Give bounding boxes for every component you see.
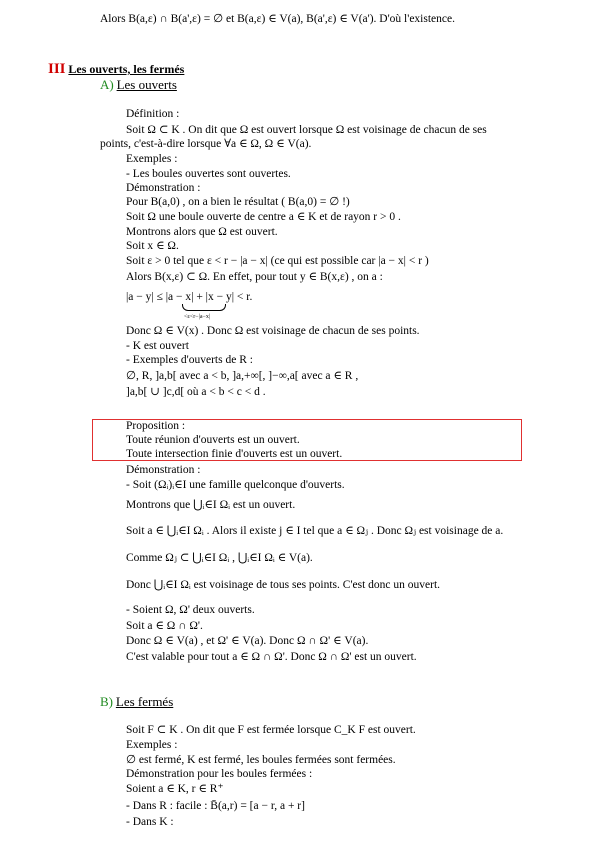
text-line: Soit a ∈ Ω ∩ Ω'. (126, 620, 203, 632)
examples-label: Exemples : (126, 739, 178, 751)
text-line: - Soient Ω, Ω' deux ouverts. (126, 604, 255, 616)
inequality-line: |a − y| ≤ |a − x| + |x − y| < r. (126, 291, 253, 303)
examples-label: Exemples : (126, 153, 178, 165)
text-line: ∅ est fermé, K est fermé, les boules fermées sont fermées. (126, 754, 396, 766)
demonstration-label: Démonstration : (126, 464, 201, 476)
text-line: Soit Ω ⊂ K . On dit que Ω est ouvert lorsque Ω est voisinage de chacun de ses (126, 124, 487, 136)
text-line: Montrons que ⋃ᵢ∈I Ωᵢ est un ouvert. (126, 499, 296, 511)
proposition-statement: Toute réunion d'ouverts est un ouvert. (126, 434, 300, 446)
text-line: Donc ⋃ᵢ∈I Ωᵢ est voisinage de tous ses points. C'est donc un ouvert. (126, 579, 441, 591)
text-line: - Les boules ouvertes sont ouvertes. (126, 168, 291, 180)
section-title: Les ouverts, les fermés (68, 62, 185, 76)
text-line: ∅, R, ]a,b[ avec a < b, ]a,+∞[, ]−∞,a[ avec a ∈ R , (126, 370, 359, 382)
text-line: ]a,b[ ∪ ]c,d[ où a < b < c < d . (126, 386, 266, 398)
text-line: Soit ε > 0 tel que ε < r − |a − x| (ce qui est possible car |a − x| < r ) (126, 255, 429, 267)
subsection-title: Les ouverts (116, 77, 177, 92)
text-line: Soit Ω une boule ouverte de centre a ∈ K et de rayon r > 0 . (126, 211, 401, 223)
text-line: - Dans R : facile : B̄(a,r) = [a − r, a + r] (126, 800, 305, 812)
text-line: - K est ouvert (126, 340, 189, 352)
text-line: Alors B(x,ε) ⊂ Ω. En effet, pour tout y ∈ B(x,ε) , on a : (126, 271, 383, 283)
subsection-title: Les fermés (115, 694, 174, 709)
text-line: Soit F ⊂ K . On dit que F est fermée lorsque C_K F est ouvert. (126, 724, 416, 736)
subsection-letter: B) (100, 694, 113, 709)
text-line: Soit a ∈ ⋃ᵢ∈I Ωᵢ . Alors il existe j ∈ I tel que a ∈ Ωⱼ . Donc Ωⱼ est voisinage de a. (126, 525, 504, 537)
subsection-letter: A) (100, 77, 114, 92)
text-line: Montrons alors que Ω est ouvert. (126, 226, 278, 238)
proposition-label: Proposition : (126, 420, 186, 432)
demonstration-label: Démonstration : (126, 182, 201, 194)
text-line: Alors B(a,ε) ∩ B(a',ε) = ∅ et B(a,ε) ∈ V(a), B(a',ε) ∈ V(a'). D'où l'existence. (100, 13, 455, 25)
text-line: - Soit (Ωᵢ)ᵢ∈I une famille quelconque d'ouverts. (126, 479, 345, 491)
text-line: Soit x ∈ Ω. (126, 240, 179, 252)
subsection-heading (100, 78, 177, 93)
text-line: - Exemples d'ouverts de R : (126, 354, 253, 366)
proposition-statement: Toute intersection finie d'ouverts est un ouvert. (126, 448, 343, 460)
section-heading (48, 62, 184, 77)
text-line: Donc Ω ∈ V(a) , et Ω' ∈ V(a). Donc Ω ∩ Ω' ∈ V(a). (126, 635, 369, 647)
text-line: points, c'est-à-dire lorsque ∀a ∈ Ω, Ω ∈ V(a). (100, 138, 312, 150)
text-line: Pour B(a,0) , on a bien le résultat ( B(a,0) = ∅ !) (126, 196, 350, 208)
text-line: Comme Ωⱼ ⊂ ⋃ᵢ∈I Ωᵢ , ⋃ᵢ∈I Ωᵢ ∈ V(a). (126, 552, 313, 564)
definition-label: Définition : (126, 108, 180, 120)
text-line: C'est valable pour tout a ∈ Ω ∩ Ω'. Donc Ω ∩ Ω' est un ouvert. (126, 651, 417, 663)
subsection-heading (100, 695, 173, 710)
text-line: - Dans K : (126, 816, 174, 828)
section-number: III (48, 61, 66, 77)
demonstration-label: Démonstration pour les boules fermées : (126, 768, 313, 780)
text-line: Donc Ω ∈ V(x) . Donc Ω est voisinage de chacun de ses points. (126, 325, 420, 337)
underbrace-label: <ε<r−|a−x| (184, 314, 211, 320)
text-line: Soient a ∈ K, r ∈ R⁺ (126, 783, 224, 795)
